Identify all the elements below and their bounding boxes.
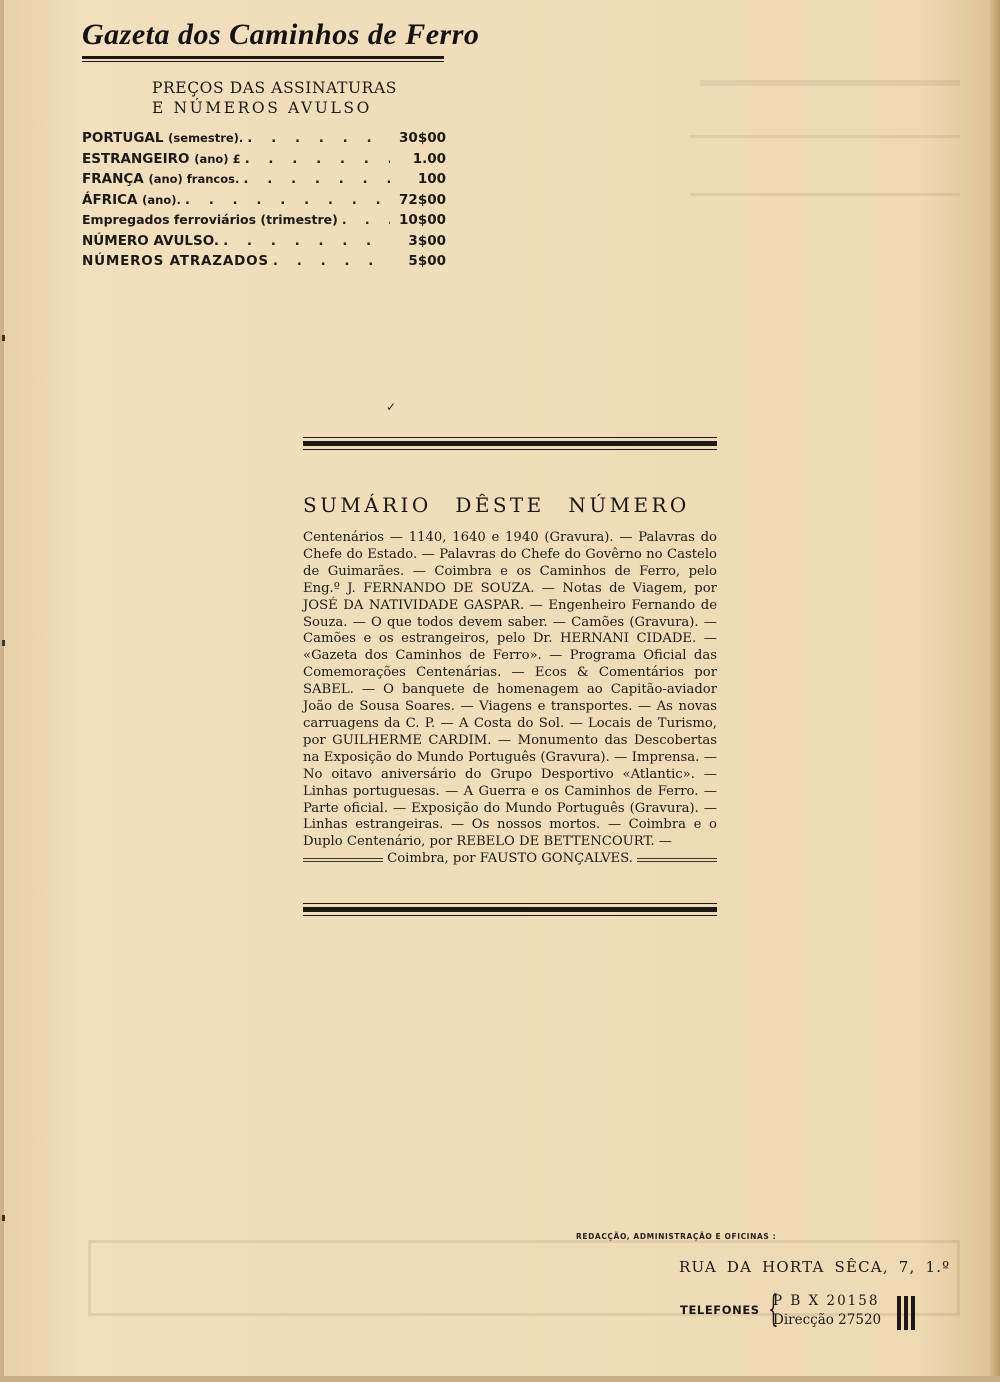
summary-body	[303, 530, 717, 868]
phone-numbers	[773, 1292, 881, 1330]
price-value: 30$00	[399, 130, 446, 146]
price-row-atrazados	[82, 253, 446, 274]
price-value: 3$00	[408, 232, 446, 249]
bleed-through-masthead	[700, 20, 960, 86]
price-value: 1.00	[412, 150, 446, 167]
summary-bottom-rule	[303, 903, 717, 916]
price-row-empregados	[82, 212, 446, 233]
ornament-rule-right	[637, 858, 717, 862]
price-row-numero-avulso	[82, 233, 446, 254]
summary-title: SUMÁRIO DÊSTE NÚMERO	[303, 493, 690, 517]
masthead-rule-thin	[82, 61, 444, 62]
price-label: NÚMEROS ATRAZADOS	[82, 253, 269, 269]
price-label: ESTRANGEIRO (ano) £	[82, 150, 241, 167]
leader-dots	[219, 233, 390, 249]
leader-dots	[243, 130, 390, 146]
bleed-through-title	[690, 135, 960, 196]
prices-heading-line1: PREÇOS DAS ASSINATURAS	[152, 79, 397, 97]
price-label: FRANÇA (ano) francos.	[82, 171, 240, 187]
leader-dots	[269, 253, 390, 269]
price-value: 72$00	[399, 191, 446, 208]
margin-mark	[2, 335, 5, 341]
ornament-rule-left	[303, 858, 383, 862]
stray-ink-mark: ✓	[386, 400, 397, 414]
price-row-franca	[82, 171, 446, 192]
price-value: 10$00	[399, 212, 446, 228]
summary-last-text: Coimbra, por FAUSTO GONÇALVES.	[387, 851, 633, 867]
office-label: REDACÇÃO, ADMINISTRAÇÃO E OFICINAS :	[576, 1232, 777, 1241]
page-edge-left	[0, 0, 4, 1382]
phone-pbx: P B X 20158	[773, 1293, 880, 1309]
price-value: 5$00	[408, 253, 446, 269]
leader-dots	[181, 192, 390, 208]
page-edge-bottom	[0, 1376, 1000, 1382]
triple-bar-ornament	[897, 1296, 915, 1330]
margin-mark	[2, 1215, 5, 1221]
leader-dots	[239, 171, 390, 187]
price-label: PORTUGAL (semestre).	[82, 130, 244, 146]
brace-icon: {	[768, 1289, 779, 1330]
phones-label: TELEFONES	[680, 1303, 760, 1317]
summary-text: Centenários — 1140, 1640 e 1940 (Gravura). — Palavras do Chefe do Estado. — Palavras do Chefe do Govêrno no Castelo de Guimarães. — Coimbra e os Caminhos de Ferro, pelo Eng.º J. FERNANDO DE SOUZA. — Notas de Viagem, por JOSÉ DA NATIVIDADE GASPAR. — Engenheiro Fernando de Souza. — O que todos devem saber. — Camões (Gravura). — Camões e os estrangeiros, pelo Dr. HERNANI CIDADE. — «Gazeta dos Caminhos de Ferro». — Programa Oficial das Comemorações Centenárias. — Ecos & Comentários por SABEL. — O banquete de homenagem ao Capitão-aviador João de Sousa Soares. — Viagens e transportes. — As novas carruagens da C. P. — A Costa do Sol. — Locais de Turismo, por GUILHERME CARDIM. — Monumento das Descobertas na Exposição do Mundo Português (Gravura). — Imprensa. — No oitavo aniversário do Grupo Desportivo «Atlantic». — Linhas portuguesas. — A Guerra e os Caminhos de Ferro. — Parte oficial. — Exposição do Mundo Português (Gravura). — Linhas estrangeiras. — Os nossos mortos. — Coimbra e o Duplo Centenário, por REBELO DE BETTENCOURT. —	[303, 530, 717, 850]
leader-dots	[338, 212, 390, 227]
bar-ornament	[897, 1296, 901, 1330]
masthead-title: Gazeta dos Caminhos de Ferro	[82, 18, 480, 51]
price-row-portugal	[82, 130, 446, 151]
price-list	[82, 130, 446, 274]
phone-direction: Direcção 27520	[773, 1312, 882, 1328]
price-label: ÁFRICA (ano).	[82, 191, 181, 208]
summary-top-rule	[303, 437, 717, 450]
price-value: 100	[417, 171, 446, 187]
masthead-rule	[82, 56, 444, 59]
page-edge-right	[990, 0, 1000, 1382]
prices-heading	[152, 78, 397, 118]
leader-dots	[241, 151, 390, 167]
margin-mark	[2, 640, 5, 646]
bar-ornament	[911, 1296, 915, 1330]
summary-last-line	[303, 851, 717, 868]
price-row-africa	[82, 192, 446, 213]
price-label: Empregados ferroviários (trimestre)	[82, 212, 338, 227]
prices-heading-line2: E NÚMEROS AVULSO	[152, 99, 372, 117]
price-label: NÚMERO AVULSO.	[82, 232, 220, 249]
address: RUA DA HORTA SÊCA, 7, 1.º	[679, 1258, 951, 1276]
bar-ornament	[904, 1296, 908, 1330]
price-row-estrangeiro	[82, 151, 446, 172]
